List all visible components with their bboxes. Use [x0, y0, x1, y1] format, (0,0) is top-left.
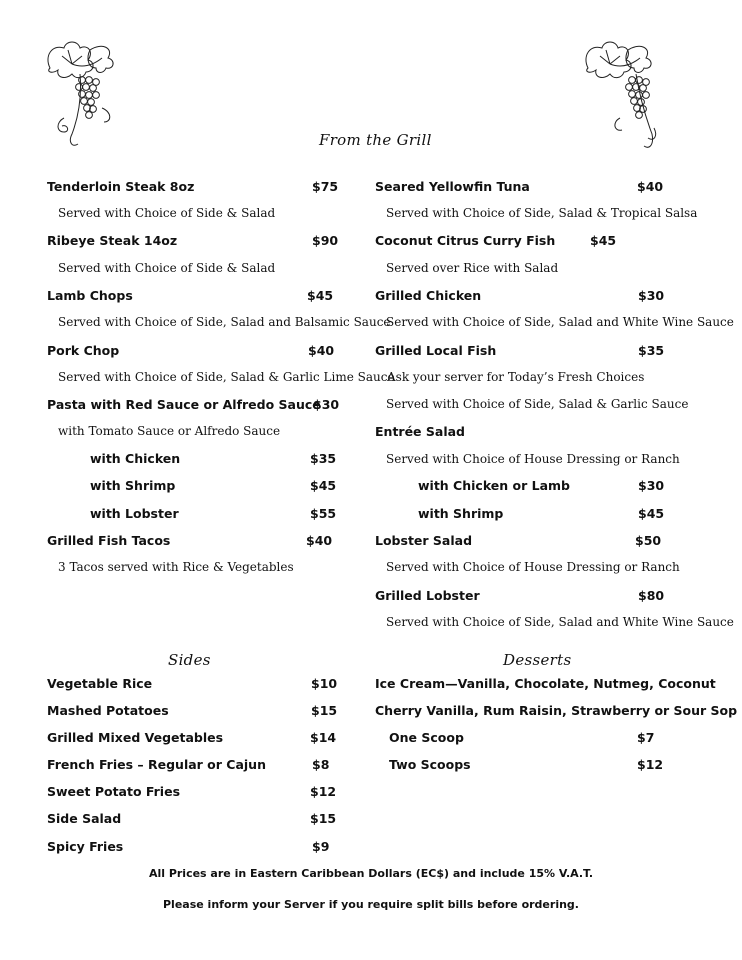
- menu-item-name: Pasta with Red Sauce or Alfredo Sauce: [47, 397, 321, 412]
- side-item-name: Grilled Mixed Vegetables: [47, 730, 224, 745]
- menu-option-name: with Shrimp: [418, 506, 504, 521]
- menu-option-name: with Chicken or Lamb: [418, 478, 571, 493]
- grape-vine-icon: [580, 38, 660, 158]
- menu-item-price: $40: [308, 343, 335, 358]
- menu-item-name: Grilled Chicken: [375, 288, 482, 303]
- side-item-name: Mashed Potatoes: [47, 703, 169, 718]
- menu-option-name: with Chicken: [90, 451, 181, 466]
- heading-sides: Sides: [168, 651, 211, 669]
- side-item-name: Spicy Fries: [47, 839, 124, 854]
- menu-option-price: $45: [310, 478, 337, 493]
- menu-option-name: with Lobster: [90, 506, 179, 521]
- menu-item-description: Served with Choice of Side & Salad: [58, 206, 276, 220]
- menu-item-description: Served with Choice of Side, Salad and Balsamic Sauce: [58, 315, 391, 329]
- menu-item-description: Served over Rice with Salad: [386, 261, 559, 275]
- prices-note: All Prices are in Eastern Caribbean Dollars (EC$) and include 15% V.A.T.: [148, 867, 594, 880]
- menu-item-description: Served with Choice of Side, Salad & Tropical Salsa: [386, 206, 698, 220]
- side-item-price: $8: [312, 757, 330, 772]
- menu-item-price: $35: [638, 343, 665, 358]
- menu-item-name: Tenderloin Steak 8oz: [47, 179, 195, 194]
- heading-from-the-grill: From the Grill: [319, 131, 432, 149]
- dessert-line: Ice Cream—Vanilla, Chocolate, Nutmeg, Coconut: [375, 676, 716, 691]
- dessert-option-price: $7: [637, 730, 655, 745]
- side-item-name: Side Salad: [47, 811, 122, 826]
- menu-option-price: $45: [638, 506, 665, 521]
- menu-option-price: $55: [310, 506, 337, 521]
- menu-item-description: 3 Tacos served with Rice & Vegetables: [58, 560, 294, 574]
- grape-vine-icon: [42, 38, 122, 158]
- menu-item-price: $30: [638, 288, 665, 303]
- menu-item-description: Served with Choice of Side, Salad and White Wine Sauce: [386, 615, 734, 629]
- side-item-price: $14: [310, 730, 337, 745]
- dessert-option-name: Two Scoops: [389, 757, 471, 772]
- menu-item-name: Grilled Lobster: [375, 588, 480, 603]
- side-item-price: $12: [310, 784, 337, 799]
- menu-item-description: Served with Choice of House Dressing or Ranch: [386, 452, 680, 466]
- side-item-price: $10: [311, 676, 338, 691]
- menu-item-name: Seared Yellowfin Tuna: [375, 179, 530, 194]
- split-bills-note: Please inform your Server if you require split bills before ordering.: [163, 898, 579, 911]
- side-item-price: $15: [311, 703, 338, 718]
- menu-item-description: with Tomato Sauce or Alfredo Sauce: [58, 424, 281, 438]
- dessert-line: Cherry Vanilla, Rum Raisin, Strawberry or Sour Sop: [375, 703, 738, 718]
- menu-item-description: Served with Choice of Side, Salad and White Wine Sauce: [386, 315, 734, 329]
- menu-item-description: Served with Choice of Side & Salad: [58, 261, 276, 275]
- menu-item-name: Grilled Fish Tacos: [47, 533, 171, 548]
- menu-item-name: Pork Chop: [47, 343, 120, 358]
- menu-option-price: $35: [310, 451, 337, 466]
- menu-item-name: Lobster Salad: [375, 533, 473, 548]
- dessert-option-price: $12: [637, 757, 664, 772]
- dessert-option-name: One Scoop: [389, 730, 464, 745]
- heading-desserts: Desserts: [503, 651, 572, 669]
- menu-item-price: $40: [637, 179, 664, 194]
- menu-item-description: Served with Choice of House Dressing or Ranch: [386, 560, 680, 574]
- menu-item-name: Grilled Local Fish: [375, 343, 497, 358]
- menu-item-description: Ask your server for Today’s Fresh Choices: [387, 370, 645, 384]
- side-item-price: $15: [310, 811, 337, 826]
- menu-item-price: $80: [638, 588, 665, 603]
- menu-item-name: Ribeye Steak 14oz: [47, 233, 178, 248]
- menu-option-name: with Shrimp: [90, 478, 176, 493]
- menu-item-name: Coconut Citrus Curry Fish: [375, 233, 556, 248]
- menu-item-name: Lamb Chops: [47, 288, 133, 303]
- menu-item-price: $30: [313, 397, 340, 412]
- menu-item-name: Entrée Salad: [375, 424, 465, 439]
- menu-item-price: $90: [312, 233, 339, 248]
- menu-item-price: $45: [307, 288, 334, 303]
- side-item-name: Vegetable Rice: [47, 676, 153, 691]
- menu-item-price: $45: [590, 233, 617, 248]
- side-item-name: Sweet Potato Fries: [47, 784, 181, 799]
- side-item-name: French Fries – Regular or Cajun: [47, 757, 266, 772]
- menu-item-description: Served with Choice of Side, Salad & Garlic Lime Sauce: [58, 370, 395, 384]
- side-item-price: $9: [312, 839, 330, 854]
- menu-option-price: $30: [638, 478, 665, 493]
- menu-item-price: $50: [635, 533, 662, 548]
- menu-item-description: Served with Choice of Side, Salad & Garlic Sauce: [386, 397, 689, 411]
- menu-item-price: $40: [306, 533, 333, 548]
- menu-item-price: $75: [312, 179, 339, 194]
